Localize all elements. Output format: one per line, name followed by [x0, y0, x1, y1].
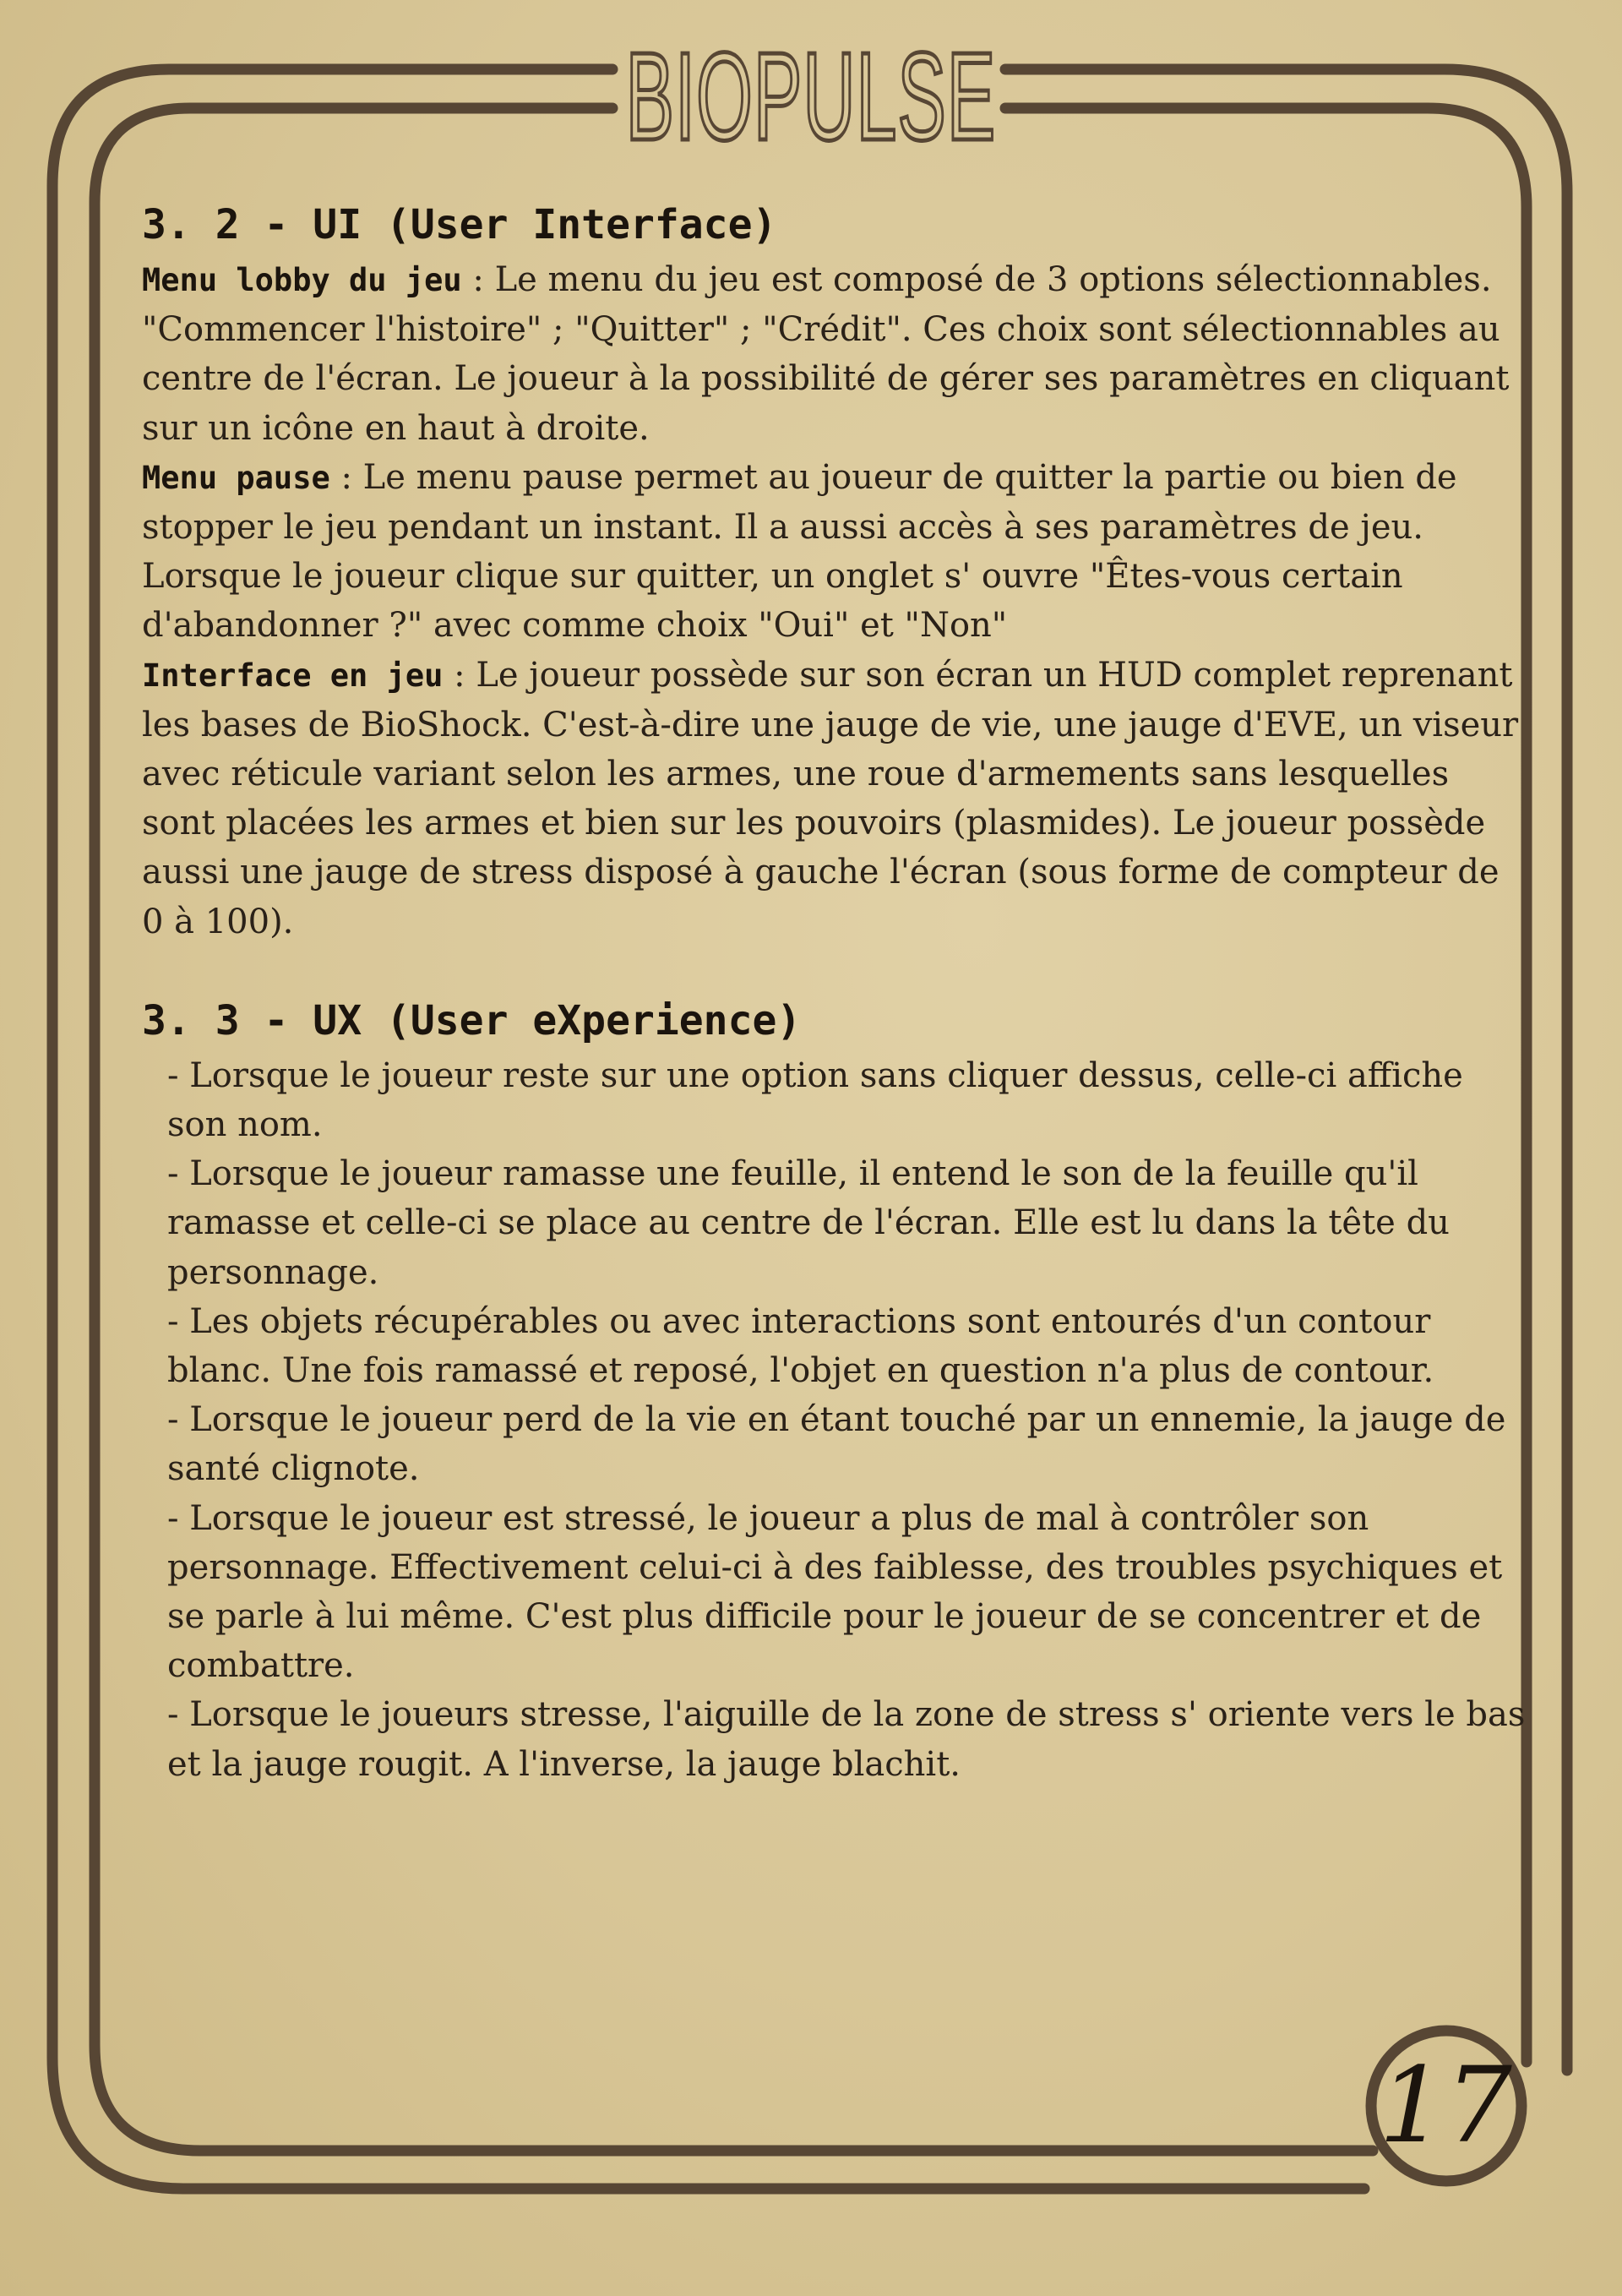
lead-menu-pause: Menu pause [142, 459, 330, 496]
page-number: 17 [1379, 2045, 1512, 2167]
section-heading-ux: 3. 3 - UX (User eXperience) [142, 996, 802, 1044]
paragraph-text: Le joueur possède sur son écran un HUD complet reprenant les bases de BioShock. C'est-à-dire une jauge de vie, une jauge d'EVE, un viseur avec réticule variant selon les armes, une roue d'armements sans lesquelles sont placées les armes et bien sur les pouvoirs (plasmides). Le joueur possède aussi une jauge de stress disposé à gauche l'écran (sous forme de compteur de 0 à 100). [142, 655, 1519, 941]
section-heading-ui: 3. 2 - UI (User Interface) [142, 201, 777, 248]
paragraph-menu-pause [142, 453, 1527, 651]
lead-menu-lobby: Menu lobby du jeu [142, 262, 462, 298]
lead-separator: : [329, 457, 363, 497]
paragraph-interface-en-jeu [142, 651, 1527, 946]
lead-separator: : [461, 260, 495, 299]
ux-bullet-object-outline: - Les objets récupérables ou avec interactions sont entourés d'un contour blanc. Une fois ramassé et reposé, l'objet en question n'a plus de contour. [167, 1301, 1434, 1391]
paragraph-text: Le menu du jeu est composé de 3 options sélectionnables. "Commencer l'histoire" ; "Quitter" ; "Crédit". Ces choix sont sélectionnables au centre de l'écran. Le joueur à la possibilité de gérer ses paramètres en cliquant sur un icône en haut à droite. [142, 260, 1510, 448]
paragraph-text: Le menu pause permet au joueur de quitter la partie ou bien de stopper le jeu pendant un instant. Il a aussi accès à ses paramètres de jeu. Lorsque le joueur clique sur quitter, un onglet s' ouvre "Êtes-vous certain d'abandonner ?" avec comme choix "Oui" et "Non" [142, 457, 1457, 646]
ux-bullet-option-hover: - Lorsque le joueur reste sur une option sans cliquer dessus, celle-ci affiche son nom. [167, 1055, 1463, 1145]
ux-bullet-stress-gauge: - Lorsque le joueurs stresse, l'aiguille de la zone de stress s' oriente vers le bas et la jauge rougit. A l'inverse, la jauge blachit. [167, 1695, 1526, 1784]
ux-bullet-pickup-sheet: - Lorsque le joueur ramasse une feuille, il entend le son de la feuille qu'il ramasse et celle-ci se place au centre de l'écran. Elle est lu dans la tête du personnage. [167, 1154, 1450, 1292]
paragraph-menu-lobby [142, 255, 1527, 453]
ux-bullet-stress-control: - Lorsque le joueur est stressé, le joueur a plus de mal à contrôler son personnage. Effectivement celui-ci à des faiblesse, des troubles psychiques et se parle à lui même. C'est plus difficile pour le joueur de se concentrer et de combattre. [167, 1498, 1503, 1686]
biopulse-title: BIOPULSE [625, 27, 997, 166]
lead-interface-en-jeu: Interface en jeu [142, 657, 444, 694]
main-content [142, 194, 1527, 1789]
ux-bullet-health-blink: - Lorsque le joueur perd de la vie en étant touché par un ennemie, la jauge de santé clignote. [167, 1400, 1506, 1489]
lead-separator: : [443, 655, 476, 695]
